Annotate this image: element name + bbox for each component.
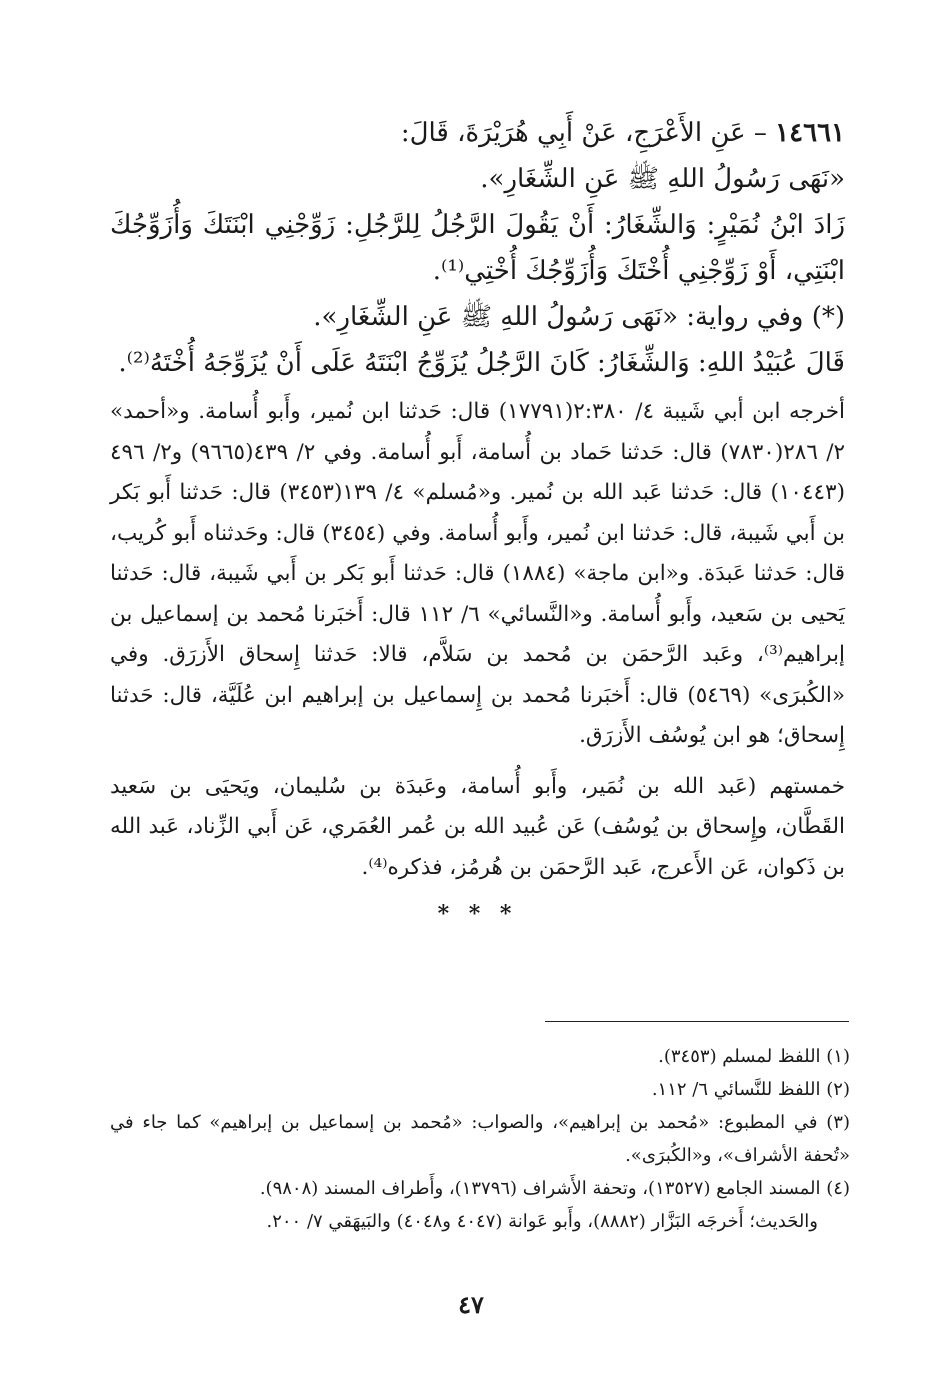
footnote-4-continuation: والحَديث؛ أَخرجَه البَزَّار (٨٨٨٢)، وأَبو عَوانة (٤٠٤٧ و٤٠٤٨) والبَيهَقي ٧/ ٢٠٠. [266, 1211, 818, 1232]
hadith-text [110, 110, 845, 386]
takhrij-section [110, 392, 845, 888]
page-number: ٤٧ [458, 1290, 484, 1319]
footnote-2: (٢) اللفظ للنَّسائي ٦/ ١١٢. [651, 1079, 850, 1100]
footnote-1: (١) اللفظ لمسلم (٣٤٥٣). [658, 1046, 850, 1067]
hadith-isnad: – عَنِ الأَعْرَجِ، عَنْ أَبِي هُرَيْرَةَ، قَالَ: [400, 118, 767, 148]
hadith-number: ١٤٦٦١ [775, 118, 845, 148]
hadith-addition: زَادَ ابْنُ نُمَيْرٍ: وَالشِّغَارُ: أَنْ يَقُولَ الرَّجُلُ لِلرَّجُلِ: زَوِّجْنِي ابْنَتَكَ وَأُزَوِّجُكَ ابْنَتِي، أَوْ زَوِّجْنِي أُخْتَكَ وَأُزَوِّجُكَ أُخْتِي⁽¹⁾. [110, 210, 845, 286]
section-separator-stars: * * * [437, 901, 518, 927]
footnote-separator-line [545, 1021, 849, 1022]
page-body [110, 110, 845, 934]
footnotes [110, 1040, 850, 1238]
hadith-matn: «نَهَى رَسُولُ اللهِ ﷺ عَنِ الشِّغَارِ». [480, 164, 845, 194]
takhrij-paragraph-1: أخرجه ابن أبي شَيبة ٤/ ٢:٣٨٠(١٧٧٩١) قال: حَدثنا ابن نُمير، وأَبو أُسامة. و«أحمد» ٢/ ٢٨٦(٧٨٣٠) قال: حَدثنا حَماد بن أُسامة، أَبو أُسامة. وفي ٢/ ٤٣٩(٩٦٦٥) و٢/ ٤٩٦ (١٠٤٤٣) قال: حَدثنا عَبد الله بن نُمير. و«مُسلم» ٤/ ١٣٩(٣٤٥٣) قال: حَدثنا أَبو بَكر بن أَبي شَيبة، قال: حَدثنا ابن نُمير، وأَبو أُسامة. وفي (٣٤٥٤) قال: وحَدثناه أَبو كُريب، قال: حَدثنا عَبدَة. و«ابن ماجة» (١٨٨٤) قال: حَدثنا أَبو بَكر بن أَبي شَيبة، قال: حَدثنا يَحيى بن سَعيد، وأَبو أُسامة. و«النَّسائي» ٦/ ١١٢ قال: أَخبَرنا مُحمد بن إسماعيل بن إبراهيم⁽³⁾، وعَبد الرَّحمَن بن مُحمد بن سَلاَّم، قالا: حَدثنا إِسحاق الأَزرَق. وفي «الكُبرَى» (٥٤٦٩) قال: أَخبَرنا مُحمد بن إِسماعيل بن إبراهيم ابن عُلَيَّة، قال: حَدثنا إِسحاق؛ هو ابن يُوسُف الأَزرَق. [110, 399, 846, 748]
takhrij-paragraph-2: خمستهم (عَبد الله بن نُمَير، وأَبو أُسامة، وعَبدَة بن سُليمان، ويَحيَى بن سَعيد القَطَّان، وإِسحاق بن يُوسُف) عَن عُبيد الله بن عُمر العُمَري، عَن أَبي الزِّناد، عَبد الله بن ذَكوان، عَن الأَعرج، عَبد الرَّحمَن بن هُرمُز، فذكره⁽⁴⁾. [110, 773, 845, 880]
hadith-ubaydullah: قَالَ عُبَيْدُ اللهِ: وَالشِّغَارُ: كَانَ الرَّجُلُ يُزَوِّجُ ابْنَتَهُ عَلَى أَنْ يُزَوِّجَهُ أُخْتَهُ⁽²⁾. [118, 348, 845, 378]
footnote-3: (٣) في المطبوع: «مُحمد بن إبراهيم»، والصواب: «مُحمد بن إسماعيل بن إبراهيم» كما جاء في «تُحفة الأشراف»، و«الكُبرَى». [110, 1112, 850, 1166]
footnote-4: (٤) المسند الجامع (١٣٥٢٧)، وتحفة الأَشراف (١٣٧٩٦)، وأَطراف المسند (٩٨٠٨). [259, 1178, 850, 1199]
hadith-riwaya: (*) وفي رواية: «نَهَى رَسُولُ اللهِ ﷺ عَنِ الشِّغَارِ». [313, 302, 845, 332]
hadith-opening-line [110, 110, 845, 156]
